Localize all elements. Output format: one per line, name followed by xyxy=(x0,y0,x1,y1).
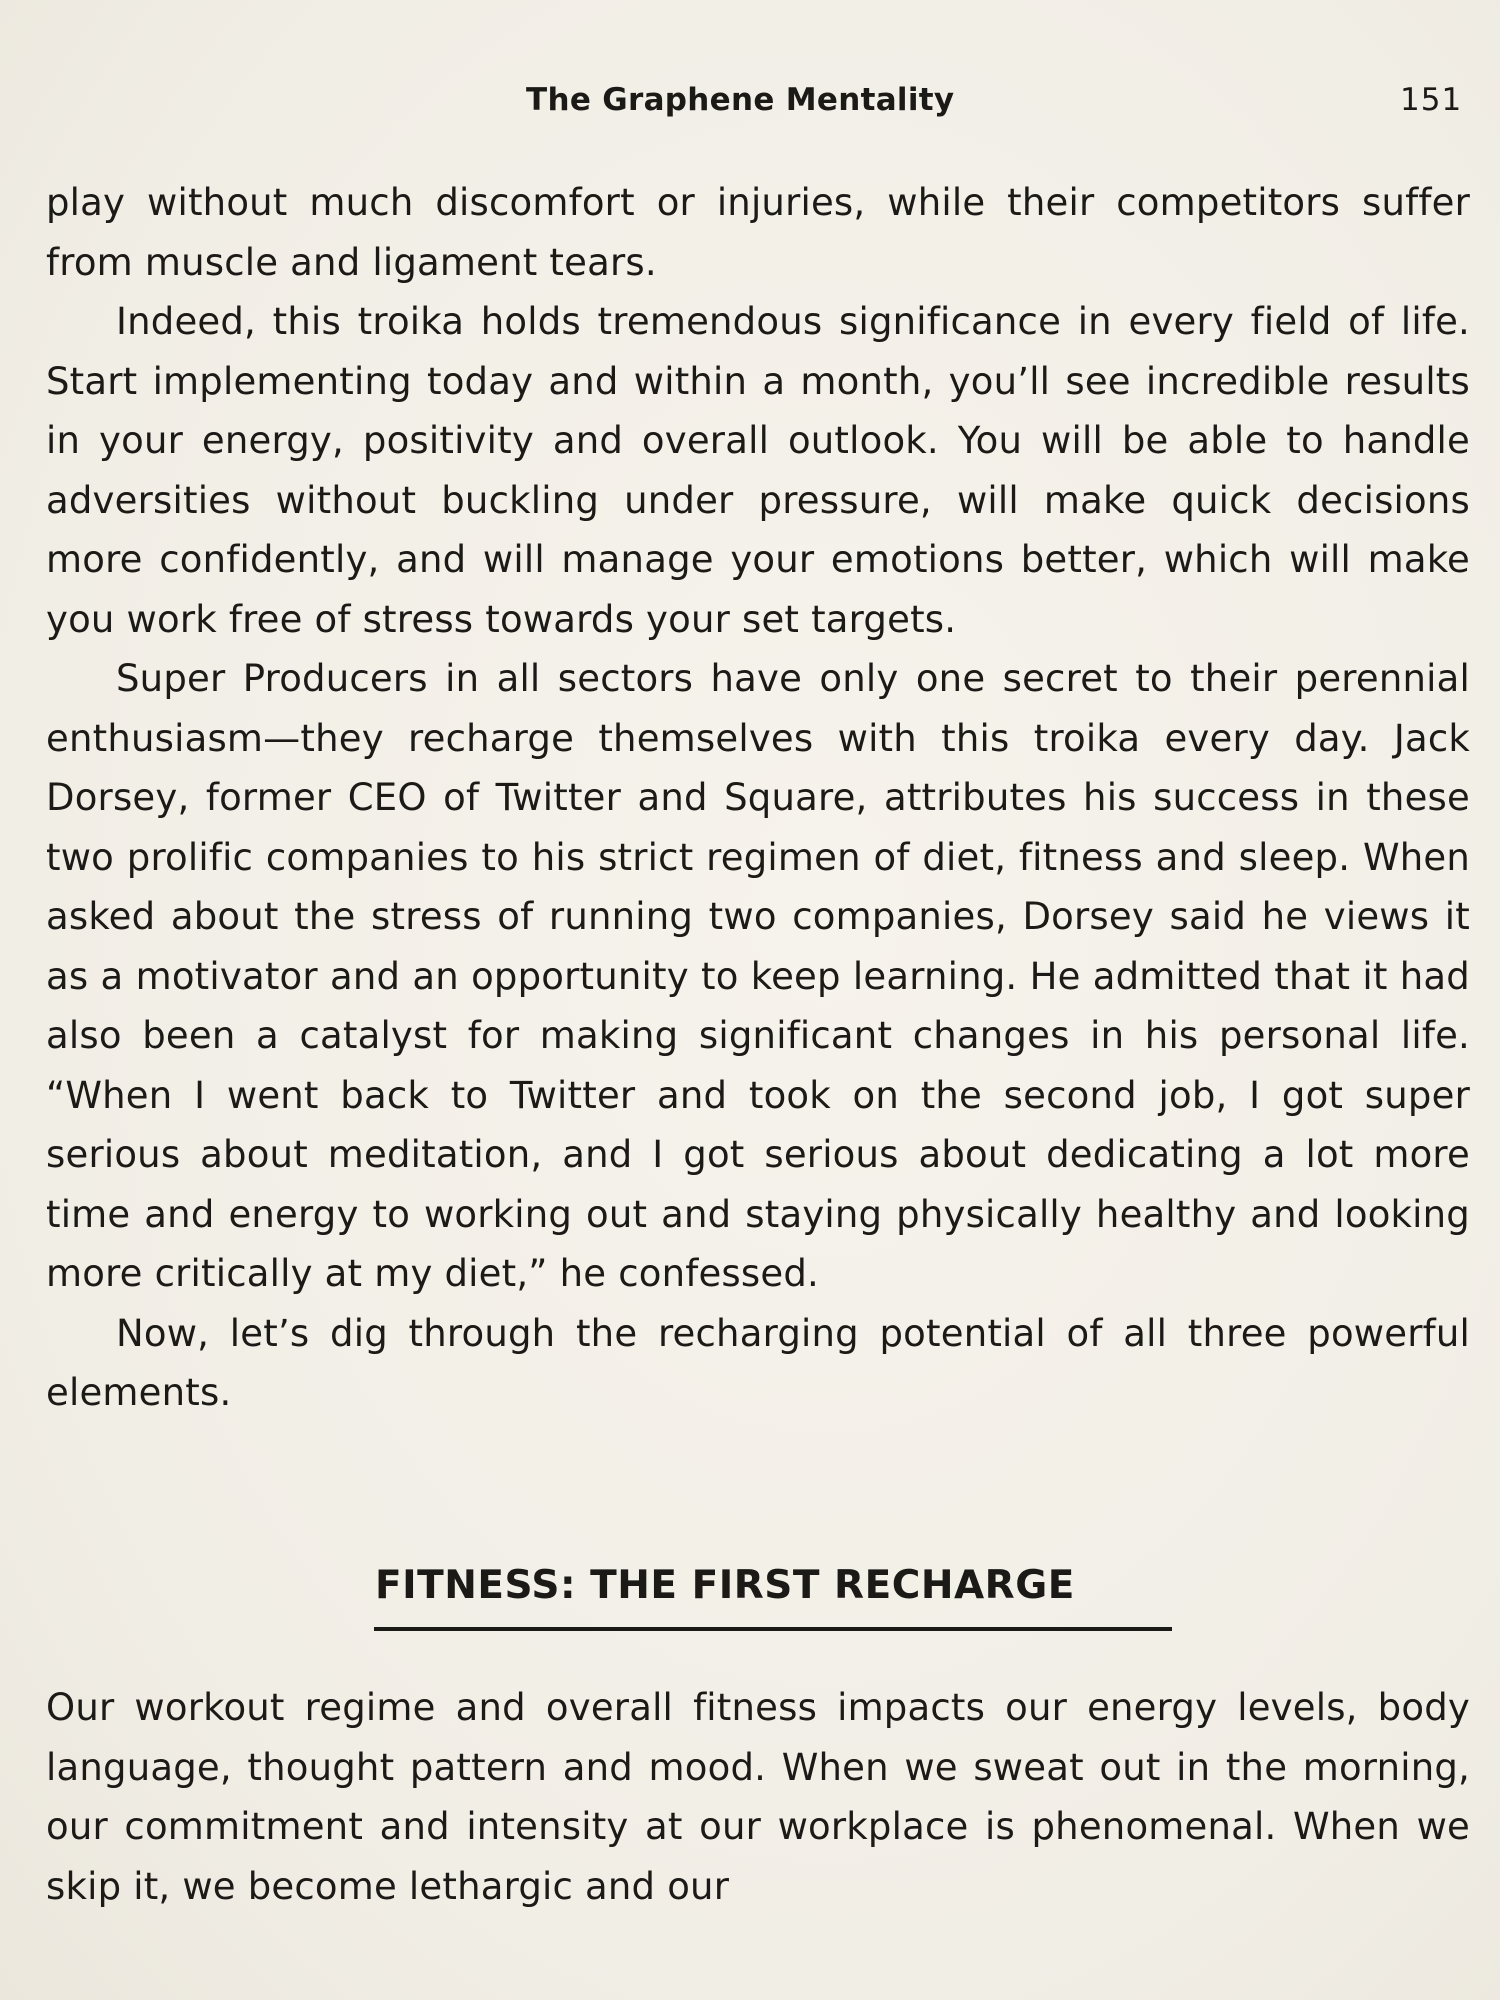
body-text-bottom xyxy=(46,1678,1470,1916)
paragraph: Our workout regime and overall fitness impacts our energy levels, body language, thought pattern and mood. When we sweat out in the morning, our commitment and intensity at our workplace is phenomenal. When we skip it, we become lethargic and our xyxy=(46,1686,1470,1908)
page-number: 151 xyxy=(1400,82,1463,118)
section-heading-underline xyxy=(374,1627,1172,1631)
page-header xyxy=(0,82,1500,132)
paragraph: Indeed, this troika holds tremendous significance in every field of life. Start implementing today and within a month, you’ll see incredible results in your energy, positivity and overall outlook. You will be able to handle adversities without buckling under pressure, will make quick decisions more confidently, and will manage your emotions better, which will make you work free of stress towards your set targets. xyxy=(46,300,1470,641)
running-title: The Graphene Mentality xyxy=(526,82,955,118)
paragraph: play without much discomfort or injuries, while their competitors suffer from muscle and ligament tears. xyxy=(46,181,1470,284)
paragraph: Now, let’s dig through the recharging potential of all three powerful elements. xyxy=(46,1311,1470,1414)
section-heading: FITNESS: THE FIRST RECHARGE xyxy=(375,1563,1075,1608)
paragraph: Super Producers in all sectors have only one secret to their perennial enthusiasm—they recharge themselves with this troika every day. Jack Dorsey, former CEO of Twitter and Square, attributes his success in these two prolific companies to his strict regimen of diet, fitness and sleep. When asked about the stress of running two companies, Dorsey said he views it as a motivator and an opportunity to keep learning. He admitted that it had also been a catalyst for making significant changes in his personal life. “When I went back to Twitter and took on the second job, I got super serious about meditation, and I got serious about dedicating a lot more time and energy to working out and staying physically healthy and looking more critically at my diet,” he confessed. xyxy=(46,657,1470,1295)
body-text-top xyxy=(46,173,1470,1423)
